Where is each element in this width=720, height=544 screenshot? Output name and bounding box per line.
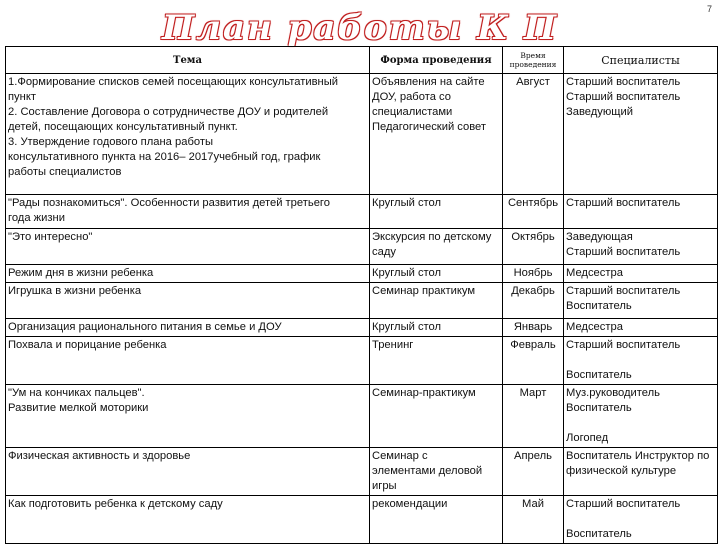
form-cell [370,229,503,265]
specialists-cell-line [566,416,715,431]
table-row [6,229,718,265]
topic-cell-line: работы специалистов [8,166,122,178]
topic-cell [6,319,370,337]
time-cell: Август [503,74,564,195]
specialists-cell-line: Воспитатель Инструктор по [566,450,710,462]
form-cell-line: Педагогический совет [372,121,487,133]
page-title: План работы К П [162,8,558,48]
topic-cell-line: "Это интересно" [8,231,93,243]
specialists-cell-line: Муз.руководитель [566,387,660,399]
specialists-cell-line: Воспитатель [566,300,632,312]
specialists-cell [564,74,718,195]
time-cell: Сентябрь [503,195,564,229]
specialists-cell [564,229,718,265]
time-cell: Май [503,496,564,544]
specialists-cell-line [566,512,715,527]
table-row [6,385,718,448]
topic-cell [6,195,370,229]
form-cell-line: ДОУ, работа со [372,91,451,103]
time-cell: Январь [503,319,564,337]
topic-cell [6,265,370,283]
topic-cell [6,283,370,319]
header-form: Форма проведения [370,47,503,74]
specialists-cell-line: Медсестра [566,321,623,333]
time-cell: Март [503,385,564,448]
form-cell-line: специалистами [372,106,453,118]
specialists-cell-line: Старший воспитатель [566,91,681,103]
specialists-cell-line: Заведующий [566,106,633,118]
topic-cell-line: консультативного пункта на 2016– 2017учебный год, график [8,151,321,163]
time-cell: Октябрь [503,229,564,265]
form-cell [370,283,503,319]
topic-cell [6,448,370,496]
form-cell [370,319,503,337]
work-plan-table [5,46,718,544]
time-cell: Декабрь [503,283,564,319]
topic-cell [6,74,370,195]
topic-cell-line: Организация рационального питания в семье и ДОУ [8,321,282,333]
specialists-cell-line: Медсестра [566,267,623,279]
table-row [6,319,718,337]
table-row [6,496,718,544]
form-cell [370,74,503,195]
form-cell [370,337,503,385]
specialists-cell-line: Логопед [566,432,609,444]
corner-mark: 7 [706,4,712,14]
topic-cell-line: Развитие мелкой моторики [8,402,149,414]
topic-cell-line: 1.Формирование списков семей посещающих консультативный [8,76,339,88]
topic-cell-line: Игрушка в жизни ребенка [8,285,142,297]
form-cell-line: Круглый стол [372,267,442,279]
header-specialists: Специалисты [564,47,718,74]
specialists-cell-line: Старший воспитатель [566,76,681,88]
table-header-row [6,47,718,74]
form-cell [370,385,503,448]
specialists-cell-line [566,353,715,368]
topic-cell-line: Режим дня в жизни ребенка [8,267,154,279]
specialists-cell-line: физической культуре [566,465,677,477]
specialists-cell [564,337,718,385]
form-cell-line: Семинар-практикум [372,387,476,399]
specialists-cell [564,448,718,496]
table-row [6,265,718,283]
topic-cell [6,385,370,448]
form-cell-line: рекомендации [372,498,448,510]
topic-cell-line: детей, посещающих консультативный пункт. [8,121,238,133]
topic-cell-line: года жизни [8,212,65,224]
table-row [6,448,718,496]
topic-cell-line: пункт [8,91,36,103]
form-cell [370,195,503,229]
topic-cell [6,337,370,385]
form-cell-line: Семинар с [372,450,428,462]
specialists-cell [564,265,718,283]
topic-cell-line: 3. Утверждение годового плана работы [8,136,213,148]
specialists-cell-line: Старший воспитатель [566,197,681,209]
specialists-cell [564,195,718,229]
topic-cell-line: Физическая активность и здоровье [8,450,191,462]
specialists-cell-line: Воспитатель [566,402,632,414]
time-cell: Ноябрь [503,265,564,283]
topic-cell-line: Как подготовить ребенка к детскому саду [8,498,223,510]
table-row [6,74,718,195]
topic-cell-line: "Рады познакомиться". Особенности развития детей третьего [8,197,330,209]
specialists-cell-line: Старший воспитатель [566,339,681,351]
form-cell-line: Семинар практикум [372,285,476,297]
specialists-cell-line: Старший воспитатель [566,246,681,258]
topic-cell [6,496,370,544]
header-topic: Тема [6,47,370,74]
topic-cell-line: 2. Составление Договора о сотрудничестве ДОУ и родителей [8,106,329,118]
specialists-cell [564,496,718,544]
form-cell-line: Круглый стол [372,197,442,209]
form-cell-line: Тренинг [372,339,414,351]
form-cell [370,448,503,496]
form-cell-line: элементами деловой [372,465,483,477]
topic-cell-line: "Ум на кончиках пальцев". [8,387,145,399]
form-cell-line: игры [372,480,397,492]
topic-cell-line: Похвала и порицание ребенка [8,339,167,351]
time-cell: Апрель [503,448,564,496]
time-cell: Февраль [503,337,564,385]
specialists-cell [564,319,718,337]
form-cell-line: Круглый стол [372,321,442,333]
form-cell-line: Экскурсия по детскому [372,231,492,243]
form-cell [370,496,503,544]
specialists-cell-line: Воспитатель [566,369,632,381]
topic-cell [6,229,370,265]
specialists-cell-line: Старший воспитатель [566,498,681,510]
specialists-cell [564,385,718,448]
table-row [6,283,718,319]
specialists-cell-line: Воспитатель [566,528,632,540]
table-row [6,195,718,229]
specialists-cell-line: Старший воспитатель [566,285,681,297]
form-cell-line: Объявления на сайте [372,76,485,88]
header-time: Время проведения [503,47,564,74]
specialists-cell [564,283,718,319]
table-row [6,337,718,385]
form-cell [370,265,503,283]
form-cell-line: саду [372,246,396,258]
specialists-cell-line: Заведующая [566,231,633,243]
